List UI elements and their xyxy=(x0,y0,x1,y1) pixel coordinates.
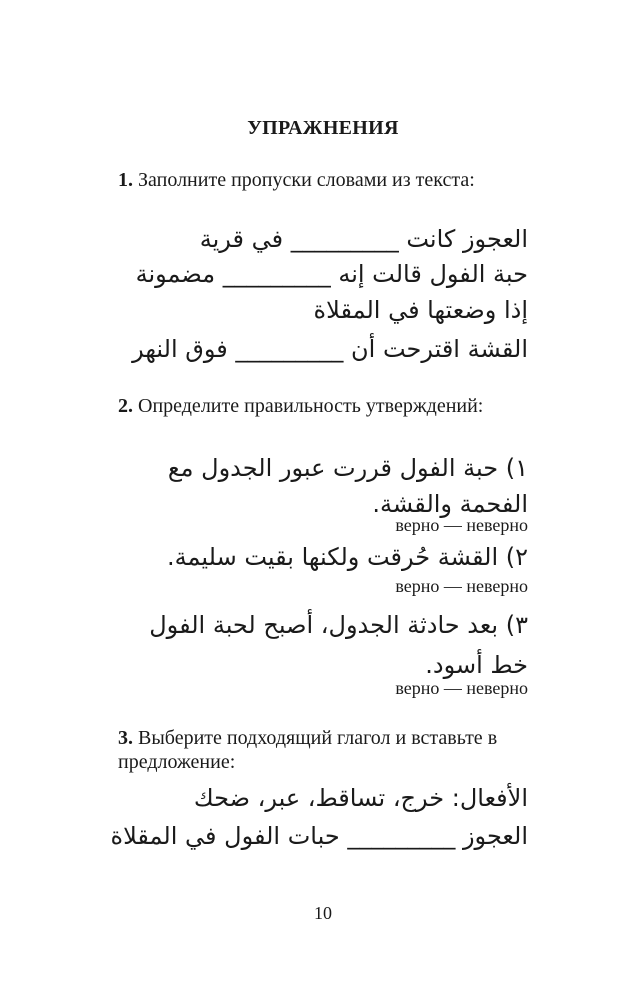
statement-1: ١) حبة الفول قررت عبور الجدول مع الفحمة والقشة. xyxy=(167,454,528,518)
exercise-1-line-2: حبة الفول قالت إنه _________ مضمونة xyxy=(135,260,528,288)
exercise-1-instruction: Заполните пропуски словами из текста: xyxy=(138,169,475,191)
statement-2: ٢) القشة حُرقت ولكنها بقيت سليمة. xyxy=(167,543,528,571)
document-page xyxy=(110,0,528,1000)
exercise-1-line-1: العجوز كانت _________ في قرية xyxy=(199,225,528,253)
page-number: 10 xyxy=(314,903,332,923)
exercise-3-instruction: Выберите подходящий глагол и вставьте в предложение: xyxy=(118,727,498,773)
statement-1-answer: верно — неверно xyxy=(395,515,528,535)
statement-3-answer: верно — неверно xyxy=(395,678,528,698)
exercise-1-title xyxy=(118,168,498,192)
exercise-1-line-4: القشة اقترحت أن _________ فوق النهر xyxy=(132,335,528,363)
statement-3: ٣) بعد حادثة الجدول، أصبح لحبة الفول خط أسود. xyxy=(149,611,528,679)
exercise-3-title xyxy=(118,726,498,774)
exercise-3-sentence: العجوز _________ حبات الفول في المقلاة xyxy=(110,822,528,850)
exercise-2-number: 2. xyxy=(118,395,133,417)
verbs-line: الأفعال: خرج، تساقط، عبر، ضحك xyxy=(193,784,528,812)
exercise-2-title xyxy=(118,394,498,418)
page-title: УПРАЖНЕНИЯ xyxy=(247,117,399,139)
exercise-3-number: 3. xyxy=(118,727,133,749)
statement-2-answer: верно — неверно xyxy=(395,576,528,596)
exercise-1-number: 1. xyxy=(118,169,133,191)
exercise-2-instruction: Определите правильность утверждений: xyxy=(138,395,484,417)
exercise-1-line-3: إذا وضعتها في المقلاة xyxy=(313,296,528,324)
